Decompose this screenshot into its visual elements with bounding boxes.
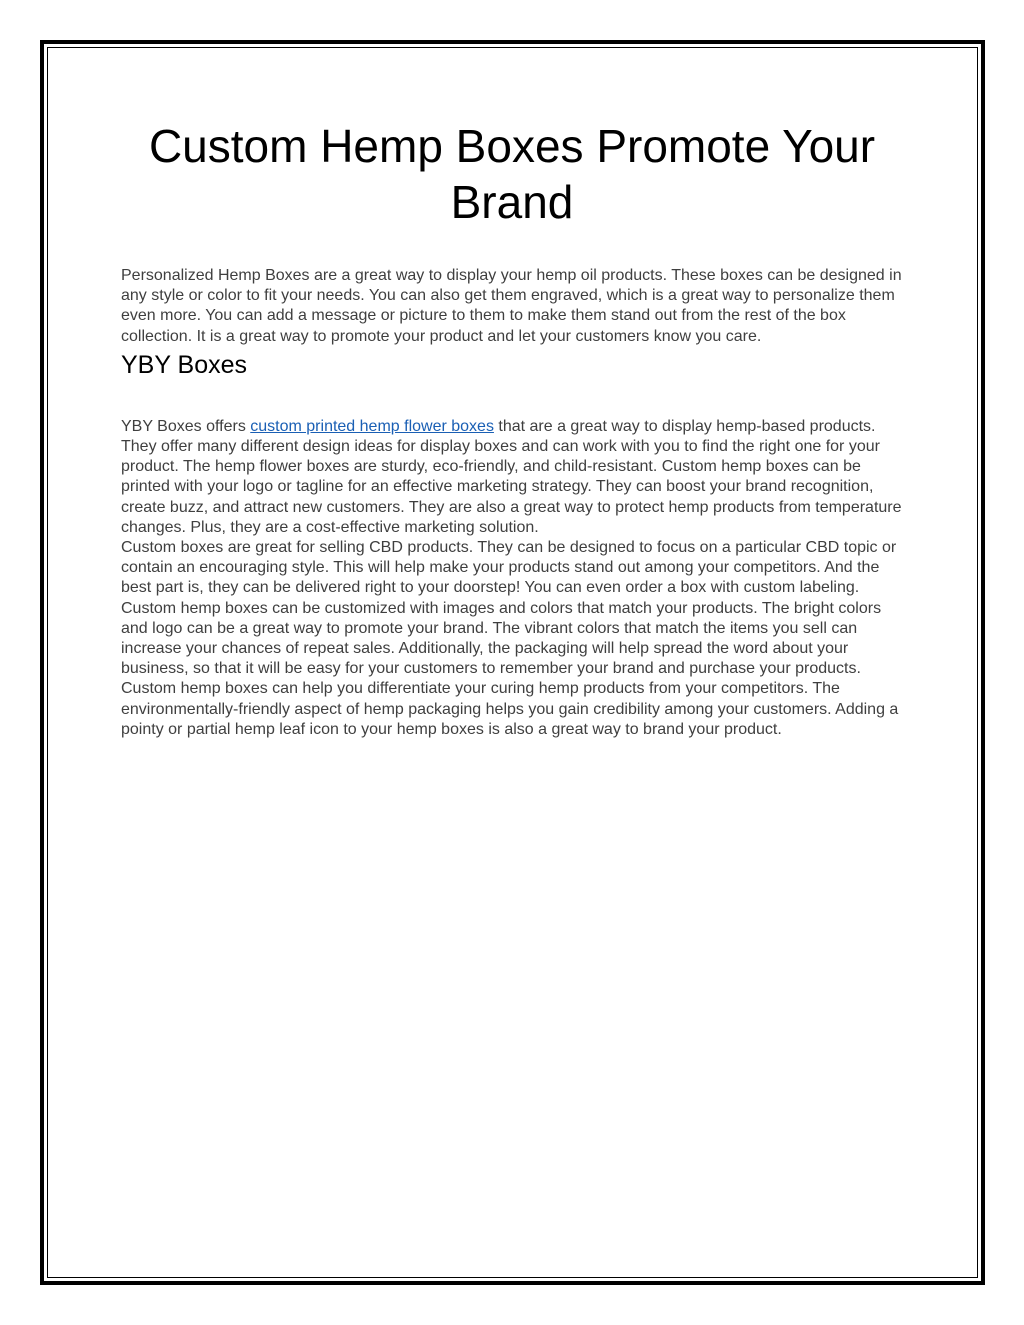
paragraph-1 — [121, 417, 911, 538]
paragraph-1-rest: that are a great way to display hemp-based products. They offer many different design ideas for display boxes and can work with you to find the right one for your product. The hemp flower boxes are sturdy, eco-friendly, and child-resistant. Custom hemp boxes can be printed with your logo or tagline for an effective marketing strategy. They can boost your brand recognition, create buzz, and attract new customers. They are also a great way to protect hemp products from temperature changes. Plus, they are a cost-effective marketing solution. — [121, 417, 902, 536]
section-body — [121, 417, 911, 740]
document-body — [121, 118, 911, 740]
paragraph-2: Custom boxes are great for selling CBD products. They can be designed to focus on a particular CBD topic or contain an encouraging style. This will help make your products stand out among your competitors. And the best part is, they can be delivered right to your doorstep! You can even order a box with custom labeling. — [121, 539, 897, 597]
section-heading: YBY Boxes — [121, 350, 248, 379]
paragraph-3: Custom hemp boxes can be customized with images and colors that match your products. The bright colors and logo can be a great way to promote your brand. The vibrant colors that match the items you sell can increase your chances of repeat sales. Additionally, the packaging will help spread the word about your business, so that it will be easy for your customers to remember your brand and purchase your products. — [121, 599, 882, 678]
intro-paragraph: Personalized Hemp Boxes are a great way to display your hemp oil products. These boxes can be designed in any style or color to fit your needs. You can also get them engraved, which is a great way to personalize them even more. You can add a message or picture to them to make them stand out from the rest of the box collection. It is a great way to promote your product and let your customers know you care. — [121, 267, 902, 345]
hemp-flower-boxes-link[interactable]: custom printed hemp flower boxes — [250, 417, 494, 435]
document-title: Custom Hemp Boxes Promote Your Brand — [148, 120, 876, 228]
paragraph-1-lead: YBY Boxes offers — [121, 417, 251, 435]
paragraph-4: Custom hemp boxes can help you differentiate your curing hemp products from your competitors. The environmentally-friendly aspect of hemp packaging helps you gain credibility among your customers. Adding a pointy or partial hemp leaf icon to your hemp boxes is also a great way to brand your product. — [121, 680, 899, 738]
